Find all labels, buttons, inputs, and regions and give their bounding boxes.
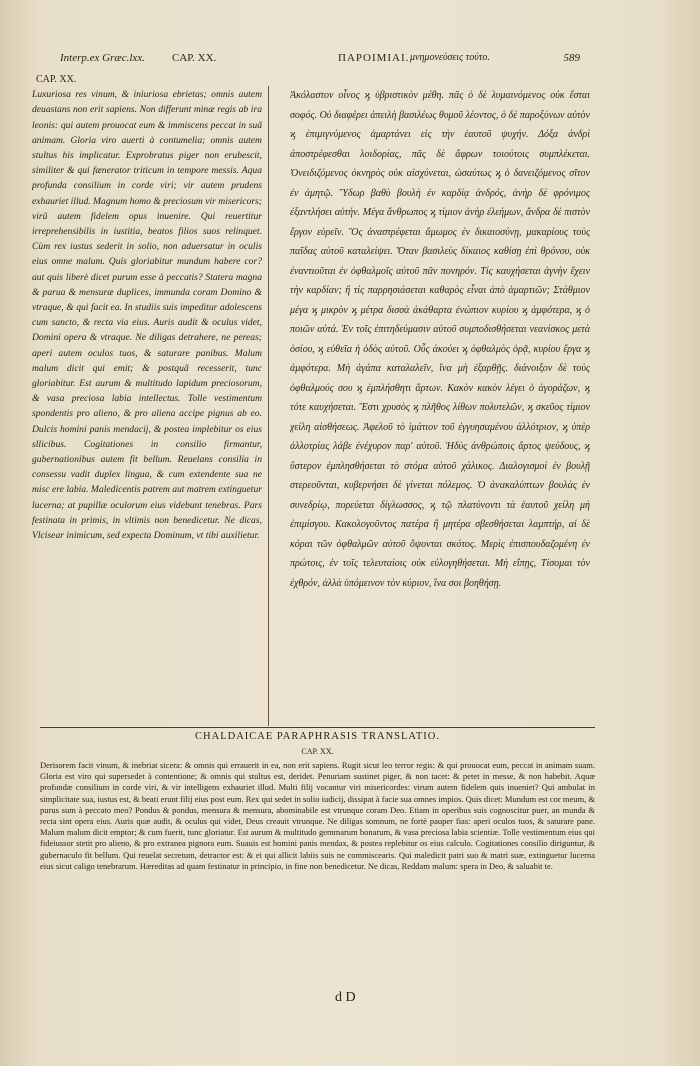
greek-column <box>290 86 590 726</box>
greek-text: Ἀκόλαστον οἶνος ϗ ὑβριστικὸν μέθη. πᾶς ὁ δὲ λυμαινόμενος οὐκ ἔσται σοφός. Οὐ διαφέρει ἀπειλὴ βασιλέως θυμοῦ λέοντος, ὁ δὲ παροξύνων αὐτὸν ϗ ἐπιμιγνύμενος ἁμαρτάνει εἰς τὴν ἑαυτοῦ ψυχήν. Δόξα ἀνδρὶ ἀποστρέφεσθαι λοιδορίας, πᾶς δὲ ἄφρων τοιούτοις συμπλέκεται. Ὀνειδιζόμενος ὀκνηρὸς οὐκ αἰσχύνεται, ὡσαύτως ϗ ὁ δανειζόμενος σῖτον ἐν ἀμητῷ. Ὕδωρ βαθὺ βουλὴ ἐν καρδίᾳ ἀνδρός, ἀνὴρ δὲ φρόνιμος ἐξαντλήσει αὐτήν. Μέγα ἄνθρωπος ϗ τίμιον ἀνὴρ ἐλεήμων, ἄνδρα δὲ πιστὸν ἔργον εὑρεῖν. Ὃς ἀναστρέφεται ἄμωμος ἐν δικαιοσύνῃ, μακαρίους τοὺς παῖδας αὐτοῦ καταλείψει. Ὅταν βασιλεὺς δίκαιος καθίσῃ ἐπὶ θρόνου, οὐκ ἐναντιοῦται ἐν ὀφθαλμοῖς αὐτοῦ πᾶν πονηρόν. Τίς καυχήσεται ἁγνὴν ἔχειν τὴν καρδίαν; ἢ τίς παρρησιάσεται καθαρὸς εἶναι ἀπὸ ἁμαρτιῶν; Στάθμιον μέγα ϗ μικρὸν ϗ μέτρα δισσὰ ἀκάθαρτα ἐνώπιον κυρίου ϗ ἀμφότερα, ϗ ὁ ποιῶν αὐτά. Ἐν τοῖς ἐπιτηδεύμασιν αὐτοῦ συμποδισθήσεται νεανίσκος μετὰ ὁσίου, ϗ εὐθεῖα ἡ ὁδὸς αὐτοῦ. Οὖς ἀκούει ϗ ὀφθαλμὸς ὁρᾷ, κυρίου ἔργα ϗ ἀμφότερα. Μὴ ἀγάπα καταλαλεῖν, ἵνα μὴ ἐξαρθῇς. διάνοιξον δὲ τοὺς ὀφθαλμούς σου ϗ ἐμπλήσθητι ἄρτων. Κακὸν κακὸν λέγει ὁ ἀγοράζων, ϗ τότε καυχήσεται. Ἔστι χρυσὸς ϗ πλῆθος λίθων πολυτελῶν, ϗ σκεῦος τίμιον χείλη αἰσθήσεως. Ἀφελοῦ τὸ ἱμάτιον τοῦ ἐγγυησαμένου ἀλλότριον, ϗ ὑπὲρ ἀλλοτρίας λάβε ἐνέχυρον παρ' αὐτοῦ. Ἡδὺς ἀνθρώποις ἄρτος ψεύδους, ϗ ὕστερον ἐμπλησθήσεται τὸ στόμα αὐτοῦ χάλικος. Διαλογισμοὶ ἐν βουλῇ στερεοῦνται, κυβερνήσει δὲ γίνεται πόλεμος. Ὁ ἀνακαλύπτων βουλὰς ἐν συνεδρίῳ, πορεύεται δίγλωσσος, ϗ τῷ πλατύνοντι τὰ ἑαυτοῦ χείλη μὴ ἐπιμίσγου. Κακολογοῦντος πατέρα ἢ μητέρα σβεσθήσεται λαμπτήρ, αἱ δὲ κόραι τῶν ὀφθαλμῶν αὐτοῦ ὄψονται σκότος. Μερὶς ἐπισπουδαζομένη ἐν πρώτοις, ἐν τοῖς τελευταίοις οὐκ εὐλογηθήσεται. Μὴ εἴπῃς, Τίσομαι τὸν ἐχθρόν, ἀλλὰ ὑπόμεινον τὸν κύριον, ἵνα σοι βοηθήσῃ. <box>290 90 590 589</box>
latin-chapter: CAP. XX. <box>36 74 77 85</box>
signature-mark: d D <box>335 990 356 1005</box>
running-header <box>60 52 580 70</box>
header-center: ΠΑΡΟΙΜΙΑΙ. <box>338 52 410 64</box>
paraphrasis-text: Derisorem facit vinum, & inebriat sicera: & omnis qui errauerit in ea, non erit sapiens. Rugit sicut leo terror regis: & qui prouocat eum, peccat in animam suam. Gloria est viro qui supersedet à contentione; & omnis qui stultus est, deridet. Penuriam sustinet piger, & non tacet: & petet in messe, & non habebit. Aquæ profundæ consilium in corde viri, & vir intelligens exhauriet illud. Multi filij vocantur viri misericordes: virum autem fidelem quis inueniet? Qui ambulat in simplicitate sua, iustus est, & beati erunt filij eius post eum. Rex qui sedet in solio iudicij, dissipat à facie sua omnes impios. Quis dicet: Mundum est cor meum, & purus sum à peccato meo? Pondus & pondus, mensura & mensura, abominabile est vtrunque coram Deo. Etiam in operibus suis cognoscitur puer, an munda & recta sint opera eius. Auris quæ audit, & oculus qui videt, Deus creauit vtrunque. Ne diligas somnum, ne fortè pauper fias: aperi oculos tuos, & saturare pane. Malum malum dicit emptor; & cum fuerit, tunc gloriatur. Est aurum & multitudo gemmarum bonarum, & vasa preciosa labia scientiæ. Tolle vestimentum eius qui fideiussor stetit pro alieno, & pro extranea pignora eum. Suauis est homini panis mendax, & postea replebitur os eius calculo. Cogitationes consilio diriguntur, & gubernaculo fit bellum. Qui reuelat secretum, detractor est: & ei qui allicit labiis suis ne commiscearis. Qui maledicit patri suo & matri suæ, extinguetur lucerna eius sicut caligo tenebrarum. Hæreditas ad quam festinatur in principio, in fine non benedicetur. Ne dicas, Reddam malum: spera in Deo, & saluabit te. <box>40 760 595 871</box>
header-cap: CAP. XX. <box>172 52 217 64</box>
column-divider <box>268 86 269 726</box>
header-left: Interp.ex Græc.lxx. <box>60 52 145 64</box>
page-number: 589 <box>563 52 580 64</box>
section-rule <box>40 727 595 728</box>
latin-text: Luxuriosa res vinum, & iniuriosa ebrietas; omnis autem deuastans non erit sapiens. Non differunt minæ regis ab ira leonis: qui autem prouocat eum & immiscens peccat in suã animam. Gloria viro auerti à contumelia; omnis autem stultus his implicatur. Exprobratus piger non erubescit, similiter & qui fænerator triticum in tempore messis. Aqua profunda consilium in corde viri; vir autem prudens exhauriet illud. Magnum homo & preciosum vir misericors; virũ autem fidelem opus inuenire. Qui reuertitur irreprehensibilis in iustitia, beatos filios suos relinquet. Cùm rex iustus sederit in solio, non aduersatur in oculis eius omne malum. Quis gloriabitur mundum habere cor? aut quis liberè dicet purum esse à peccatis? Statera magna & parua & mensuræ duplices, immunda coram Domino & vtraque, & qui facit ea. In studiis suis impeditur adolescens cum sancto, & recta via eius. Auris audit & oculus videt, Domini opera & vtraque. Ne diligas detrahere, ne pereas; aperi autem oculos tuos, & saturare panibus. Malum malum dicit qui emit; & postquã recesserit, tunc gloriabitur. Est aurum & multitudo lapidum preciosorum, & vasa preciosa labia intellectus. Tolle vestimentum spondentis pro alieno, & pro aliena accipe pignus ab eo. Dulcis homini panis mendacij, & postea implebitur os eius sllicibus. Cogitationes in consilio firmantur, gubernationibus autem fit bellum. Reuelans consilia in consessu vadit duplex lingua, & cum extendente sua ne misc ere labia. Maledicentis patrem aut matrem extinguetur lucerna; at pupillæ oculorum eius videbunt tenebras. Pars festinata in primis, in vltimis non benedicetur. Ne dicas, Vlcisear inimicum, sed expecta Dominum, vt tibi auxilietur. <box>32 89 262 542</box>
paraphrasis-chapter: CAP. XX. <box>301 747 334 756</box>
paraphrasis-block <box>40 760 595 980</box>
latin-column <box>32 72 262 724</box>
paraphrasis-title: CHALDAICAE PARAPHRASIS TRANSLATIO. <box>195 731 440 742</box>
header-greek-note: μνημονεύσεις τούτο. <box>410 52 490 63</box>
